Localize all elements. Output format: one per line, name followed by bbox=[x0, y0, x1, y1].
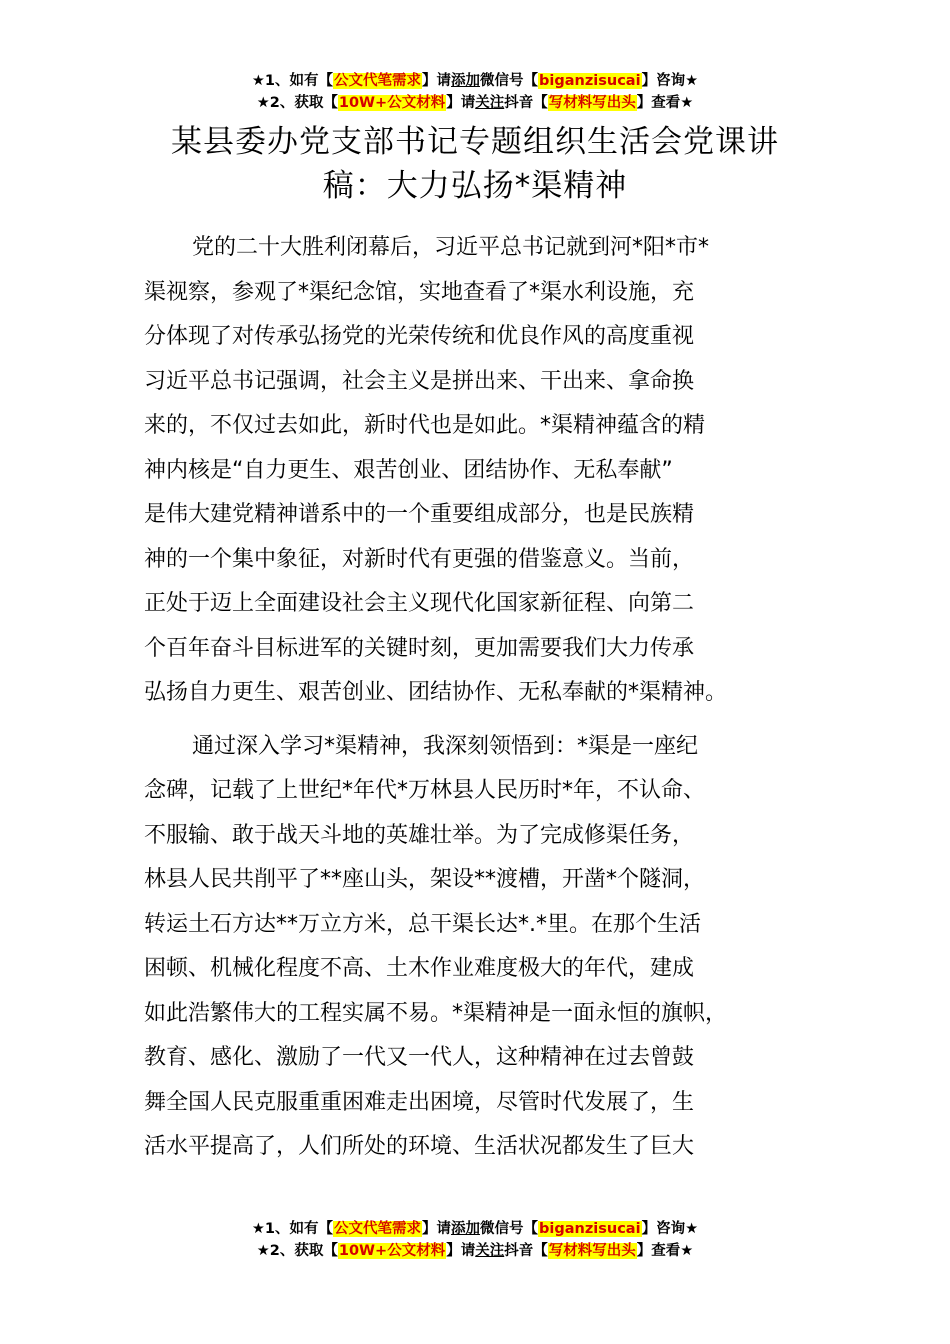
text-line: 神内核是“自力更生、艰苦创业、团结协作、无私奉献” bbox=[144, 457, 673, 483]
banner-underline: 关注 bbox=[475, 1243, 505, 1259]
highlight-douyin: 写材料写出头 bbox=[548, 1243, 636, 1259]
paragraph-2 bbox=[144, 725, 844, 1170]
highlight-materials: 10W+公文材料 bbox=[338, 1243, 446, 1259]
banner-text: 】查看★ bbox=[636, 1243, 694, 1259]
document-body bbox=[144, 226, 844, 1170]
highlight-materials: 10W+公文材料 bbox=[338, 95, 446, 111]
banner-text: 微信号【 bbox=[480, 73, 539, 89]
banner-text: 】请 bbox=[446, 1243, 476, 1259]
banner-underline: 添加 bbox=[451, 73, 481, 89]
footer-banner bbox=[0, 1218, 950, 1262]
banner-text: 】请 bbox=[446, 95, 476, 111]
text-line: 转运土石方达**万立方米，总干渠长达*.*里。在那个生活 bbox=[144, 911, 701, 937]
text-line: 念碑，记载了上世纪*年代*万林县人民历时*年，不认命、 bbox=[144, 778, 706, 803]
title-line-1: 某县委办党支部书记专题组织生活会党课讲 bbox=[171, 124, 779, 160]
text-line: 如此浩繁伟大的工程实属不易。*渠精神是一面永恒的旗帜， bbox=[144, 1000, 728, 1026]
text-line: 林县人民共削平了**座山头，架设**渡槽，开凿*个隧洞， bbox=[144, 867, 706, 892]
text-line: 不服输、敢于战天斗地的英雄壮举。为了完成修渠任务， bbox=[144, 822, 695, 848]
text-line: 渠视察，参观了*渠纪念馆，实地查看了*渠水利设施，充 bbox=[144, 279, 695, 305]
banner-line-2 bbox=[0, 1240, 950, 1262]
banner-underline: 关注 bbox=[475, 95, 505, 111]
text-line: 个百年奋斗目标进军的关键时刻，更加需要我们大力传承 bbox=[144, 635, 695, 661]
text-line: 弘扬自力更生、艰苦创业、团结协作、无私奉献的*渠精神。 bbox=[144, 680, 728, 705]
banner-text: 微信号【 bbox=[480, 1221, 539, 1237]
banner-text: 抖音【 bbox=[504, 95, 548, 111]
text-line: 习近平总书记强调，社会主义是拼出来、干出来、拿命换 bbox=[144, 368, 695, 394]
banner-underline: 添加 bbox=[451, 1221, 481, 1237]
banner-line-1 bbox=[0, 1218, 950, 1240]
title-line-2: 稿：大力弘扬*渠精神 bbox=[322, 168, 628, 204]
highlight-service: 公文代笔需求 bbox=[334, 1221, 422, 1237]
text-line: 是伟大建党精神谱系中的一个重要组成部分，也是民族精 bbox=[144, 502, 695, 527]
text-line: 困顿、机械化程度不高、土木作业难度极大的年代，建成 bbox=[144, 956, 695, 981]
banner-line-1 bbox=[0, 70, 950, 92]
banner-text: ★1、如有【 bbox=[251, 73, 334, 89]
banner-text: ★2、获取【 bbox=[256, 1243, 338, 1259]
highlight-wechat-id: biganzisucai bbox=[539, 73, 641, 89]
banner-text: 】咨询★ bbox=[641, 1221, 699, 1237]
text-line: 神的一个集中象征，对新时代有更强的借鉴意义。当前， bbox=[144, 546, 695, 572]
banner-text: ★1、如有【 bbox=[251, 1221, 334, 1237]
banner-text: 抖音【 bbox=[504, 1243, 548, 1259]
highlight-service: 公文代笔需求 bbox=[334, 73, 422, 89]
paragraph-1 bbox=[144, 226, 844, 716]
text-line: 教育、感化、激励了一代又一代人，这种精神在过去曾鼓 bbox=[144, 1045, 695, 1070]
text-line: 活水平提高了，人们所处的环境、生活状况都发生了巨大 bbox=[144, 1134, 695, 1159]
highlight-wechat-id: biganzisucai bbox=[539, 1221, 641, 1237]
header-banner bbox=[0, 70, 950, 114]
paragraph-spacer bbox=[144, 716, 844, 725]
text-line: 党的二十大胜利闭幕后，习近平总书记就到河*阳*市* bbox=[192, 235, 710, 260]
document-title bbox=[120, 120, 830, 208]
banner-text: ★2、获取【 bbox=[256, 95, 338, 111]
banner-text: 】查看★ bbox=[636, 95, 694, 111]
text-line: 正处于迈上全面建设社会主义现代化国家新征程、向第二 bbox=[144, 591, 695, 616]
text-line: 来的，不仅过去如此，新时代也是如此。*渠精神蕴含的精 bbox=[144, 413, 706, 438]
banner-text: 】咨询★ bbox=[641, 73, 699, 89]
text-line: 舞全国人民克服重重困难走出困境，尽管时代发展了，生 bbox=[144, 1089, 695, 1115]
banner-line-2 bbox=[0, 92, 950, 114]
text-line: 分体现了对传承弘扬党的光荣传统和优良作风的高度重视 bbox=[144, 324, 695, 349]
banner-text: 】请 bbox=[422, 1221, 452, 1237]
text-line: 通过深入学习*渠精神，我深刻领悟到：*渠是一座纪 bbox=[192, 733, 699, 759]
highlight-douyin: 写材料写出头 bbox=[548, 95, 636, 111]
banner-text: 】请 bbox=[422, 73, 452, 89]
